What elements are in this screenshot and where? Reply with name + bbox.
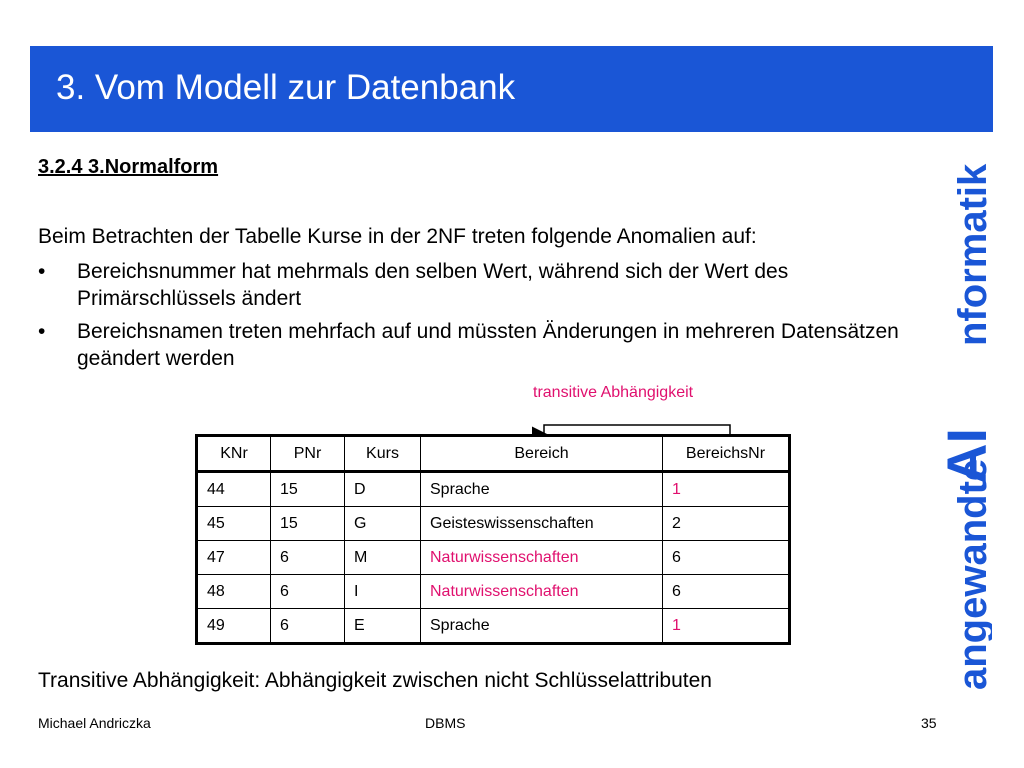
section-heading: 3.2.4 3.Normalform xyxy=(38,156,219,178)
kurse-table xyxy=(195,434,791,645)
cell-pnr: 6 xyxy=(271,541,345,575)
cell-kurs: I xyxy=(345,575,421,609)
cell-knr: 44 xyxy=(197,472,271,507)
table-row xyxy=(197,507,790,541)
cell-bereich: Naturwissenschaften xyxy=(421,541,663,575)
cell-bereichsnr: 6 xyxy=(663,541,790,575)
cell-bereich: Naturwissenschaften xyxy=(421,575,663,609)
cell-knr: 48 xyxy=(197,575,271,609)
cell-bereich: Sprache xyxy=(421,472,663,507)
cell-bereich: Sprache xyxy=(421,609,663,644)
cell-bereichsnr: 1 xyxy=(663,609,790,644)
cell-knr: 47 xyxy=(197,541,271,575)
anomaly-list xyxy=(38,258,918,378)
bullet-item xyxy=(38,258,918,312)
footer-author: Michael Andriczka xyxy=(38,715,151,731)
bullet-marker: • xyxy=(38,260,46,283)
conclusion-text: Transitive Abhängigkeit: Abhängigkeit zwischen nicht Schlüsselattributen xyxy=(38,669,712,692)
intro-text: Beim Betrachten der Tabelle Kurse in der 2NF treten folgende Anomalien auf: xyxy=(38,225,757,248)
column-header: BereichsNr xyxy=(663,436,790,472)
cell-pnr: 15 xyxy=(271,507,345,541)
table-row xyxy=(197,472,790,507)
cell-kurs: G xyxy=(345,507,421,541)
logo-big-letters: AI xyxy=(942,428,992,484)
page-number: 35 xyxy=(921,715,937,731)
cell-kurs: M xyxy=(345,541,421,575)
footer-course: DBMS xyxy=(425,715,466,731)
cell-knr: 49 xyxy=(197,609,271,644)
table-row xyxy=(197,541,790,575)
table-row xyxy=(197,609,790,644)
cell-bereichsnr: 1 xyxy=(663,472,790,507)
cell-knr: 45 xyxy=(197,507,271,541)
cell-bereichsnr: 2 xyxy=(663,507,790,541)
cell-pnr: 6 xyxy=(271,575,345,609)
cell-kurs: D xyxy=(345,472,421,507)
table-row xyxy=(197,575,790,609)
slide-title: 3. Vom Modell zur Datenbank xyxy=(56,68,516,107)
cell-bereichsnr: 6 xyxy=(663,575,790,609)
title-bar xyxy=(30,46,993,132)
column-header: KNr xyxy=(197,436,271,472)
logo-word-bottom: angewandte xyxy=(951,458,992,690)
cell-pnr: 6 xyxy=(271,609,345,644)
column-header: Bereich xyxy=(421,436,663,472)
transitive-dependency-label: transitive Abhängigkeit xyxy=(533,384,694,401)
logo-word-top: nformatik xyxy=(951,163,992,346)
bullet-item xyxy=(38,318,918,372)
table-header-row xyxy=(197,436,790,472)
bullet-marker: • xyxy=(38,320,46,343)
cell-kurs: E xyxy=(345,609,421,644)
column-header: Kurs xyxy=(345,436,421,472)
cell-pnr: 15 xyxy=(271,472,345,507)
bullet-text: Bereichsnamen treten mehrfach auf und müssten Änderungen in mehreren Datensätzen geändert werden xyxy=(77,320,899,370)
column-header: PNr xyxy=(271,436,345,472)
cell-bereich: Geisteswissenschaften xyxy=(421,507,663,541)
bullet-text: Bereichsnummer hat mehrmals den selben Wert, während sich der Wert des Primärschlüssels ändert xyxy=(77,260,789,310)
angewandte-informatik-logo xyxy=(942,142,992,690)
